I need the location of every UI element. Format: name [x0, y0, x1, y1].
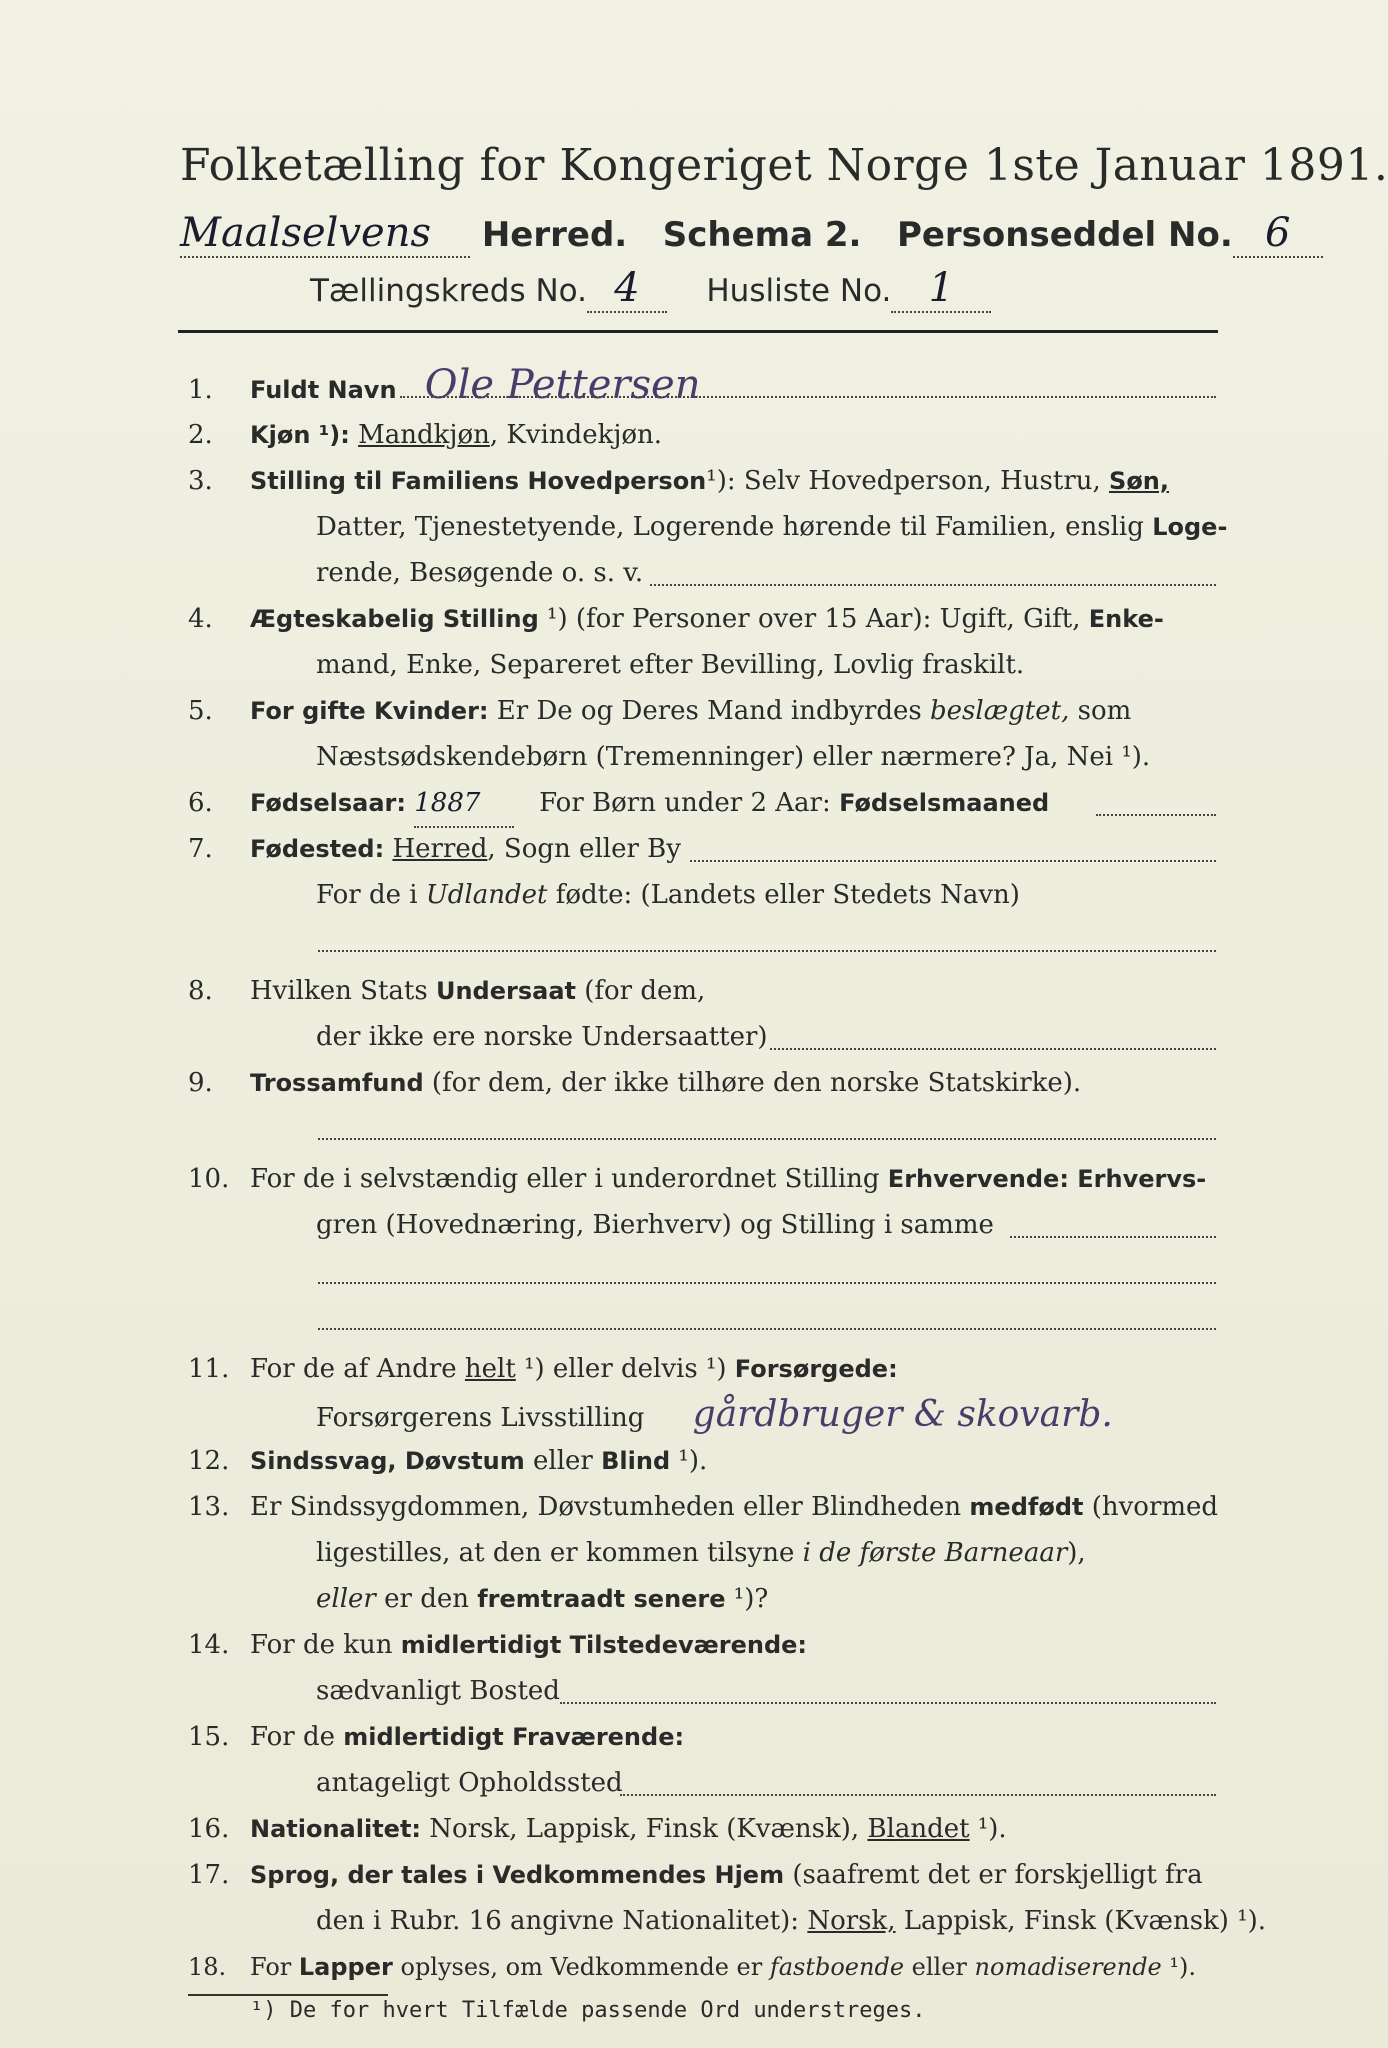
- item-text: Er Sindssygdommen, Døvstumheden eller Blindheden: [250, 1492, 970, 1522]
- item-text: antageligt Opholdssted: [316, 1768, 623, 1798]
- item-10-line2: [188, 1202, 1356, 1248]
- option-herred[interactable]: Herred: [392, 834, 488, 864]
- header-divider: [178, 330, 1218, 333]
- dotted-line: [318, 950, 1216, 952]
- item-text: ¹): Selv Hovedperson, Hustru,: [706, 466, 1110, 496]
- item-text: ¹) (for Personer over 15 Aar): Ugift, Gift,: [538, 604, 1089, 634]
- item-text: ),: [1067, 1538, 1086, 1568]
- form-header-line: [180, 210, 1291, 258]
- item-text: fastboende: [769, 1953, 905, 1981]
- item-15-line2: [188, 1760, 1356, 1806]
- item-text: er den: [375, 1584, 478, 1614]
- item-text: (hvormed: [1083, 1492, 1219, 1522]
- item-label: Erhvervende: Erhvervs-: [887, 1165, 1207, 1193]
- item-label: fremtraadt senere: [477, 1585, 726, 1613]
- item-14: [188, 1622, 1228, 1668]
- option-helt[interactable]: helt: [464, 1354, 516, 1384]
- item-text: For de i selvstændig eller i underordnet Stilling: [250, 1164, 888, 1194]
- item-text: ¹).: [969, 1814, 1007, 1844]
- item-1: [188, 362, 1228, 413]
- item-18: [188, 1944, 1228, 1990]
- item-label: Nationalitet:: [250, 1815, 422, 1843]
- item-label: Kjøn ¹):: [250, 421, 350, 449]
- item-text: (for dem, der ikke tilhøre den norske Statskirke).: [423, 1068, 1082, 1098]
- item-label: Trossamfund: [250, 1069, 424, 1097]
- personseddel-field[interactable]: 6: [1233, 210, 1323, 258]
- item-label: Fuldt Navn: [250, 376, 397, 404]
- item-text: Datter, Tjenestetyende, Logerende hørende til Familien, enslig: [316, 512, 1144, 542]
- item-text: rende, Besøgende o. s. v.: [316, 558, 644, 588]
- dotted-line: [318, 1328, 1216, 1330]
- item-label: Fødselsaar:: [250, 789, 406, 817]
- item-label: midlertidigt Tilstedeværende:: [400, 1631, 808, 1659]
- item-label: Undersaat: [435, 977, 576, 1005]
- dotted-line: [690, 860, 1216, 862]
- item-label: Blind: [601, 1447, 671, 1475]
- option-son[interactable]: Søn,: [1109, 467, 1170, 495]
- item-17-line2: [188, 1898, 1356, 1944]
- name-field[interactable]: Ole Pettersen: [424, 362, 701, 408]
- item-text: ligestilles, at den er kommen tilsyne: [316, 1538, 803, 1568]
- item-number: 10.: [188, 1164, 230, 1194]
- item-3-line3: [188, 550, 1356, 596]
- item-12: [188, 1438, 1228, 1484]
- item-text: Fødselsmaaned: [830, 789, 1050, 817]
- item-label: Fødested:: [250, 835, 385, 863]
- item-text: fødte: (Landets eller Stedets Navn): [547, 880, 1020, 910]
- item-text: For de i: [316, 880, 426, 910]
- item-17: [188, 1852, 1228, 1898]
- item-text: For de kun: [250, 1630, 401, 1660]
- item-label: Ægteskabelig Stilling: [250, 605, 539, 633]
- husliste-label: Husliste No.: [706, 273, 892, 309]
- item-text: Forsørgerens Livsstilling: [316, 1403, 645, 1433]
- item-number: 17.: [188, 1860, 230, 1890]
- item-3: [188, 458, 1228, 504]
- item-number: 16.: [188, 1814, 230, 1844]
- item-text: oplyses, om Vedkommende er: [392, 1953, 770, 1981]
- item-label: Sindssvag, Døvstum: [250, 1447, 525, 1475]
- item-text: For de: [250, 1722, 344, 1752]
- item-text: , Sogn eller By: [487, 834, 681, 864]
- item-4-line2: [188, 642, 1356, 688]
- item-number: 7.: [188, 834, 213, 864]
- item-label: Forsørgede:: [734, 1355, 898, 1383]
- item-number: 9.: [188, 1068, 213, 1098]
- item-text: eller: [316, 1584, 376, 1614]
- item-text: Norsk, Lappisk, Finsk (Kvænsk),: [421, 1814, 868, 1844]
- item-label: Sprog, der tales i Vedkommendes Hjem: [250, 1861, 785, 1889]
- item-13-line3: [188, 1576, 1356, 1622]
- item-3-line2: [188, 504, 1356, 550]
- dotted-line: [770, 1048, 1216, 1050]
- item-text: i de første Barneaar: [802, 1538, 1068, 1568]
- provider-occupation-field[interactable]: gårdbruger & skovarb.: [692, 1394, 1113, 1435]
- item-number: 15.: [188, 1722, 230, 1752]
- option-kvindekjon[interactable]: , Kvindekjøn.: [489, 420, 663, 450]
- item-13: [188, 1484, 1228, 1530]
- item-6: [188, 780, 1228, 828]
- item-number: 2.: [188, 420, 213, 450]
- item-4: [188, 596, 1228, 642]
- item-text: beslægtet,: [930, 696, 1070, 726]
- dotted-line: [650, 584, 1216, 586]
- item-text: sædvanligt Bosted: [316, 1676, 560, 1706]
- item-number: 6.: [188, 788, 213, 818]
- item-number: 4.: [188, 604, 213, 634]
- item-number: 11.: [188, 1354, 230, 1384]
- dotted-line: [1010, 1236, 1216, 1238]
- item-16: [188, 1806, 1228, 1852]
- item-text: Næstsødskendebørn (Tremenninger) eller nærmere? Ja, Nei ¹).: [316, 742, 1151, 772]
- option-norsk[interactable]: Norsk,: [807, 1906, 896, 1936]
- birth-year-field[interactable]: 1887: [414, 780, 514, 828]
- item-10: [188, 1156, 1228, 1202]
- husliste-field[interactable]: 1: [891, 265, 991, 313]
- item-text: som: [1069, 696, 1132, 726]
- item-text: eller: [524, 1446, 602, 1476]
- item-label: Stilling til Familiens Hovedperson: [250, 467, 707, 495]
- schema-label: Schema 2.: [662, 215, 862, 255]
- item-label: midlertidigt Fraværende:: [343, 1723, 685, 1751]
- item-text: Lappisk, Finsk (Kvænsk) ¹).: [895, 1906, 1267, 1936]
- item-number: 1.: [188, 375, 213, 405]
- item-text: ¹).: [1161, 1953, 1197, 1981]
- item-text: ¹) eller delvis ¹): [515, 1354, 735, 1384]
- item-number: 13.: [188, 1492, 230, 1522]
- form-title: Folketælling for Kongeriget Norge 1ste Januar 1891.: [180, 140, 1388, 191]
- dotted-line: [1096, 814, 1216, 816]
- item-text: den i Rubr. 16 angivne Nationalitet):: [316, 1906, 808, 1936]
- item-text: ¹)?: [725, 1584, 769, 1614]
- item-text: nomadiserende: [974, 1953, 1162, 1981]
- herred-field[interactable]: Maalselvens: [180, 210, 470, 258]
- item-text: For Børn under 2 Aar:: [539, 788, 831, 818]
- item-8: [188, 968, 1228, 1014]
- option-mandkjon[interactable]: Mandkjøn: [358, 420, 490, 450]
- dotted-line: [400, 396, 1216, 398]
- item-text: Er De og Deres Mand indbyrdes: [488, 696, 931, 726]
- item-label: Lapper: [298, 1953, 393, 1981]
- item-text: Enke-: [1088, 605, 1164, 633]
- dotted-line: [318, 1282, 1216, 1284]
- item-text: For de af Andre: [250, 1354, 465, 1384]
- item-text: (for dem,: [575, 976, 706, 1006]
- personseddel-label: Personseddel No.: [896, 215, 1233, 255]
- item-label: For gifte Kvinder:: [250, 697, 489, 725]
- herred-label: Herred.: [481, 215, 628, 255]
- footnote: ¹) De for hvert Tilfælde passende Ord understreges.: [250, 1998, 926, 2023]
- footnote-divider: [188, 1994, 388, 1996]
- item-15: [188, 1714, 1228, 1760]
- item-label: medfødt: [969, 1493, 1084, 1521]
- kreds-field[interactable]: 4: [587, 265, 667, 313]
- item-7-line2: [188, 872, 1356, 918]
- form-subheader-line: [310, 265, 1210, 313]
- item-text: Udlandet: [425, 880, 548, 910]
- item-number: 12.: [188, 1446, 230, 1476]
- item-text: eller: [904, 1953, 975, 1981]
- item-text: (saafremt det er forskjelligt fra: [784, 1860, 1203, 1890]
- item-number: 5.: [188, 696, 213, 726]
- item-8-line2: [188, 1014, 1356, 1060]
- item-text: der ikke ere norske Undersaatter): [316, 1022, 768, 1052]
- dotted-line: [620, 1794, 1216, 1796]
- item-number: 3.: [188, 466, 213, 496]
- item-5: [188, 688, 1228, 734]
- item-text: gren (Hovednæring, Bierhverv) og Stilling i samme: [316, 1210, 994, 1240]
- item-11: [188, 1346, 1228, 1392]
- item-number: 8.: [188, 976, 213, 1006]
- dotted-line: [318, 1138, 1216, 1140]
- kreds-label: Tællingskreds No.: [310, 273, 587, 309]
- item-11-line2: [188, 1392, 1356, 1441]
- item-text: mand, Enke, Separeret efter Bevilling, Lovlig fraskilt.: [316, 650, 1025, 680]
- item-text: ¹).: [670, 1446, 708, 1476]
- item-text: For: [250, 1953, 299, 1981]
- item-number: 14.: [188, 1630, 230, 1660]
- item-2: [188, 412, 1228, 458]
- item-7: [188, 826, 1228, 872]
- item-text: Hvilken Stats: [250, 976, 436, 1006]
- dotted-line: [560, 1702, 1216, 1704]
- item-14-line2: [188, 1668, 1356, 1714]
- item-number: 18.: [188, 1953, 227, 1981]
- item-5-line2: [188, 734, 1356, 780]
- item-9: [188, 1060, 1228, 1106]
- item-text: Loge-: [1143, 513, 1228, 541]
- option-blandet[interactable]: Blandet: [867, 1814, 970, 1844]
- item-13-line2: [188, 1530, 1356, 1576]
